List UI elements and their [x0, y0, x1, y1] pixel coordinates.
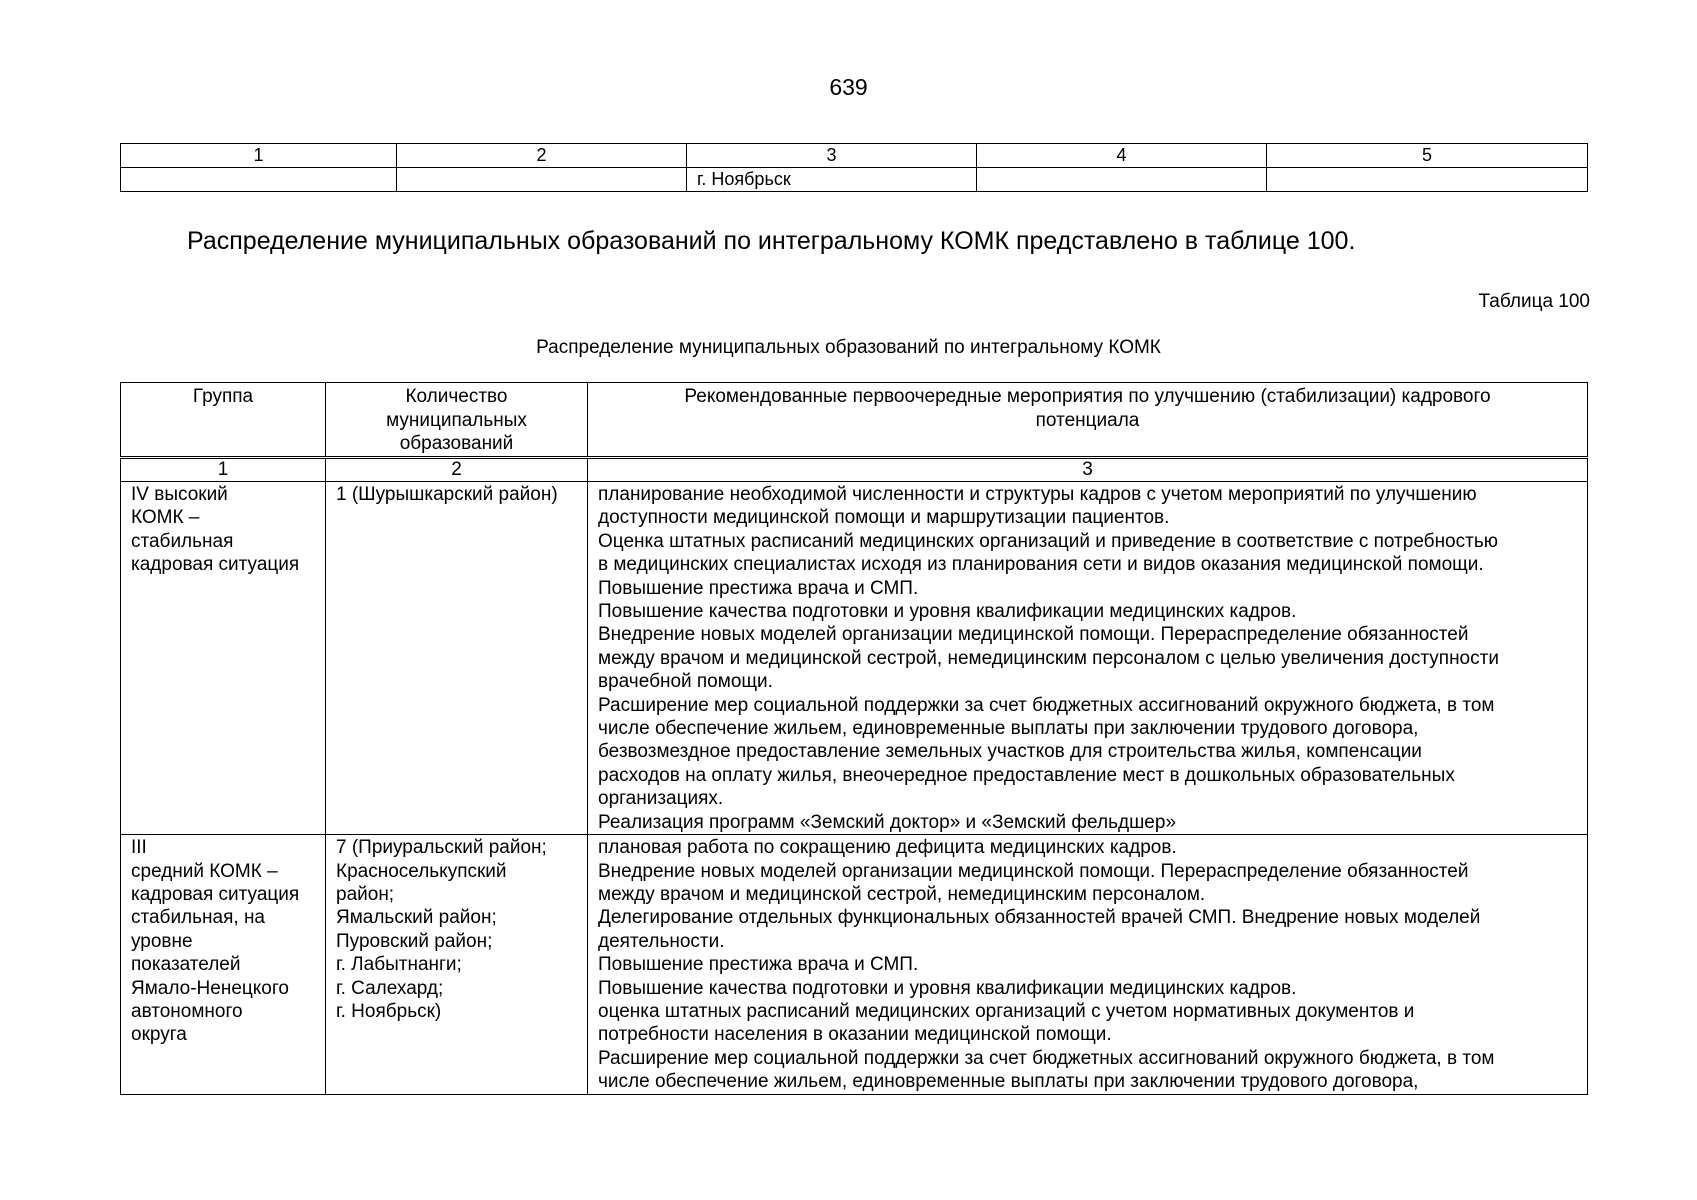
table-row	[121, 482, 1588, 835]
cell-line: между врачом и медицинской сестрой, немедицинским персоналом.	[598, 883, 1206, 905]
header-line: потенциала	[1035, 409, 1140, 431]
count-cell	[326, 835, 588, 1094]
cell-line: средний КОМК –	[131, 860, 278, 882]
previous-table-cell	[977, 168, 1267, 192]
previous-table-cell: г. Ноябрьск	[687, 168, 977, 192]
cell-line: стабильная, на	[131, 907, 266, 929]
previous-table-header-row	[121, 144, 1588, 168]
column-number: 2	[326, 459, 588, 482]
previous-table-cell	[121, 168, 397, 192]
cell-line: расходов на оплату жилья, внеочередное предоставление мест в дошкольных образовательных	[598, 764, 1455, 786]
previous-table-cell	[1267, 168, 1588, 192]
cell-line: район;	[336, 883, 395, 905]
cell-line: показателей	[131, 954, 241, 976]
cell-line: потребности населения в оказании медицинской помощи.	[598, 1024, 1112, 1046]
cell-line: доступности медицинской помощи и маршрутизации пациентов.	[598, 507, 1170, 529]
main-table-header-row	[121, 383, 1588, 457]
cell-line: плановая работа по сокращению дефицита медицинских кадров.	[598, 837, 1177, 859]
cell-line: кадровая ситуация	[131, 554, 300, 576]
measures-cell	[588, 482, 1588, 835]
cell-line: III	[131, 837, 147, 859]
table-row	[121, 835, 1588, 1094]
cell-line: врачебной помощи.	[598, 671, 773, 693]
cell-line: Пуровский район;	[336, 930, 493, 952]
cell-line: Ямало-Ненецкого	[131, 977, 289, 999]
cell-line: Ямальский район;	[336, 907, 497, 929]
cell-line: уровне	[131, 930, 193, 952]
header-count	[326, 383, 588, 457]
header-line: муниципальных	[386, 409, 527, 431]
header-line: Рекомендованные первоочередные мероприятия по улучшению (стабилизации) кадрового	[684, 386, 1491, 407]
cell-line: Повышение престижа врача и СМП.	[598, 954, 919, 976]
page-number: 639	[829, 74, 868, 100]
intro-paragraph: Распределение муниципальных образований по интегральному КОМК представлено в таблице 100.	[187, 227, 1356, 255]
cell-line: Реализация программ «Земский доктор» и «Земский фельдшер»	[598, 811, 1177, 833]
previous-table-header-cell: 5	[1267, 144, 1588, 168]
cell-line: стабильная	[131, 530, 234, 552]
cell-line: КОМК –	[131, 507, 200, 529]
cell-line: Расширение мер социальной поддержки за счет бюджетных ассигнований окружного бюджета, в том	[598, 694, 1495, 716]
cell-line: в медицинских специалистах исходя из планирования сети и видов оказания медицинской помощи.	[598, 554, 1484, 576]
cell-line: кадровая ситуация	[131, 883, 300, 905]
column-number-row	[121, 459, 1588, 482]
cell-line: IV высокий	[131, 484, 228, 505]
cell-line: Оценка штатных расписаний медицинских организаций и приведение в соответствие с потребностью	[598, 530, 1498, 552]
table-title: Распределение муниципальных образований по интегральному КОМК	[536, 337, 1161, 358]
cell-line: Расширение мер социальной поддержки за счет бюджетных ассигнований окружного бюджета, в том	[598, 1047, 1495, 1069]
cell-line: Красноселькупский	[336, 860, 507, 882]
cell-line: оценка штатных расписаний медицинских организаций с учетом нормативных документов и	[598, 1000, 1415, 1022]
cell-line: г. Ноябрьск)	[336, 1000, 442, 1022]
cell-line: округа	[131, 1024, 187, 1046]
cell-line: планирование необходимой численности и структуры кадров с учетом мероприятий по улучшению	[598, 484, 1477, 505]
cell-line: между врачом и медицинской сестрой, немедицинским персоналом с целью увеличения доступности	[598, 647, 1499, 669]
previous-table-row	[121, 168, 1588, 192]
main-table-header	[120, 382, 1588, 457]
cell-line: 7 (Приуральский район;	[336, 837, 547, 859]
cell-line: Внедрение новых моделей организации медицинской помощи. Перераспределение обязанностей	[598, 624, 1469, 646]
cell-line: автономного	[131, 1000, 243, 1022]
cell-line: числе обеспечение жильем, единовременные выплаты при заключении трудового договора,	[598, 718, 1419, 740]
cell-line: организациях.	[598, 788, 724, 810]
cell-line: г. Лабытнанги;	[336, 954, 462, 976]
cell-line: г. Салехард;	[336, 977, 444, 999]
header-measures	[588, 383, 1588, 457]
cell-line: Повышение качества подготовки и уровня квалификации медицинских кадров.	[598, 977, 1297, 999]
table-label: Таблица 100	[1478, 291, 1590, 312]
main-table-body	[120, 458, 1588, 1095]
header-group	[121, 383, 326, 457]
cell-line: Повышение качества подготовки и уровня квалификации медицинских кадров.	[598, 601, 1297, 623]
column-number: 1	[121, 459, 326, 482]
previous-table-fragment	[120, 143, 1588, 192]
cell-line: числе обеспечение жильем, единовременные выплаты при заключении трудового договора,	[598, 1071, 1419, 1093]
cell-line: безвозмездное предоставление земельных участков для строительства жилья, компенсации	[598, 741, 1422, 763]
previous-table-header-cell: 2	[397, 144, 687, 168]
measures-cell	[588, 835, 1588, 1094]
previous-table-header-cell: 3	[687, 144, 977, 168]
group-cell	[121, 482, 326, 835]
cell-line: деятельности.	[598, 930, 725, 952]
cell-line: 1 (Шурышкарский район)	[336, 484, 558, 505]
header-line: Количество	[405, 386, 508, 407]
previous-table-header-cell: 4	[977, 144, 1267, 168]
cell-line: Делегирование отдельных функциональных обязанностей врачей СМП. Внедрение новых моделей	[598, 907, 1481, 929]
header-line: образований	[399, 433, 514, 454]
header-line: Группа	[192, 386, 254, 407]
previous-table-cell	[397, 168, 687, 192]
cell-line: Внедрение новых моделей организации медицинской помощи. Перераспределение обязанностей	[598, 860, 1469, 882]
cell-line: Повышение престижа врача и СМП.	[598, 577, 919, 599]
count-cell	[326, 482, 588, 835]
group-cell	[121, 835, 326, 1094]
column-number: 3	[588, 459, 1588, 482]
previous-table-header-cell: 1	[121, 144, 397, 168]
